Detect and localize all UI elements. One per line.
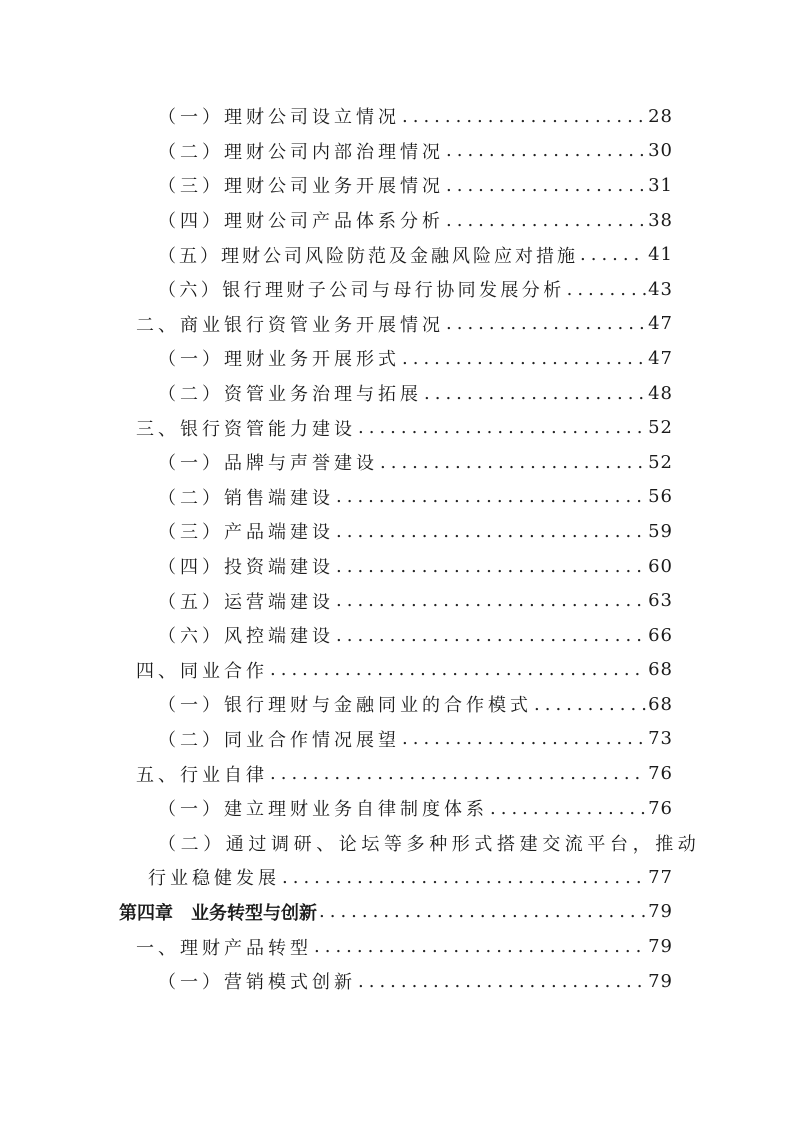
toc-leader-dots <box>402 348 646 369</box>
toc-leader-dots <box>336 521 646 542</box>
toc-entry[interactable] <box>0 480 794 515</box>
toc-page-number: 52 <box>648 417 673 439</box>
toc-page-number: 47 <box>648 347 673 369</box>
toc-leader-dots <box>319 901 646 922</box>
chapter-number: 第四章 <box>119 902 173 924</box>
toc-entry-title: 四、同业合作 <box>136 657 270 683</box>
toc-leader-dots <box>446 140 646 161</box>
toc-entry[interactable] <box>0 791 794 826</box>
toc-entry-title: （一）营销模式创新 <box>158 968 358 994</box>
toc-leader-dots <box>336 625 646 646</box>
toc-entry[interactable] <box>0 618 794 653</box>
toc-page-number: 38 <box>648 209 673 231</box>
toc-page-number: 68 <box>648 693 673 715</box>
toc-page-number: 59 <box>648 520 673 542</box>
toc-entry[interactable] <box>0 756 794 791</box>
toc-page-number: 43 <box>648 278 673 300</box>
toc-chapter-heading <box>119 899 319 925</box>
toc-entry[interactable] <box>0 341 794 376</box>
toc-entry-title: （六）银行理财子公司与母行协同发展分析 <box>158 276 567 302</box>
toc-entry-title: （三）理财公司业务开展情况 <box>158 172 446 198</box>
toc-entry[interactable] <box>0 653 794 688</box>
toc-leader-dots <box>336 556 646 577</box>
toc-leader-dots <box>534 694 646 715</box>
toc-entry-title: （四）理财公司产品体系分析 <box>158 207 446 233</box>
toc-entry-title: （五）理财公司风险防范及金融风险应对措施 <box>158 242 580 268</box>
toc-entry[interactable] <box>0 376 794 411</box>
toc-page-number: 76 <box>648 763 673 785</box>
toc-entry[interactable] <box>0 445 794 480</box>
toc-page-number: 66 <box>648 624 673 646</box>
toc-leader-dots <box>358 971 646 992</box>
toc-entry-title: （一）品牌与声誉建设 <box>158 449 380 475</box>
chapter-title: 业务转型与创新 <box>191 902 317 924</box>
toc-page-number: 30 <box>648 140 673 162</box>
toc-entry-title: 二、商业银行资管业务开展情况 <box>136 311 446 337</box>
toc-leader-dots <box>424 383 646 404</box>
toc-entry-title: 五、行业自律 <box>136 761 270 787</box>
toc-entry[interactable] <box>0 99 794 134</box>
toc-page-number: 79 <box>648 901 673 923</box>
toc-page-number: 48 <box>648 382 673 404</box>
toc-leader-dots <box>402 728 646 749</box>
toc-entry-title: （四）投资端建设 <box>158 553 336 579</box>
toc-page-number: 60 <box>648 555 673 577</box>
toc-page-number: 41 <box>648 244 673 266</box>
toc-entry-title: 一、理财产品转型 <box>136 934 314 960</box>
toc-leader-dots <box>282 867 646 888</box>
toc-entry-continuation <box>0 860 794 895</box>
toc-leader-dots <box>446 210 646 231</box>
toc-entry-multiline[interactable] <box>0 825 794 894</box>
toc-leader-dots <box>580 244 646 265</box>
toc-page-number: 52 <box>648 451 673 473</box>
toc-entry-title: （一）建立理财业务自律制度体系 <box>158 795 490 821</box>
toc-entry[interactable] <box>0 722 794 757</box>
toc-entry-title: （一）银行理财与金融同业的合作模式 <box>158 691 534 717</box>
toc-page-number: 77 <box>648 866 673 888</box>
toc-page-number: 56 <box>648 486 673 508</box>
toc-entry[interactable] <box>0 272 794 307</box>
toc-entry[interactable] <box>0 964 794 999</box>
toc-entry[interactable] <box>0 514 794 549</box>
toc-entry[interactable] <box>0 583 794 618</box>
toc-leader-dots <box>490 798 646 819</box>
toc-leader-dots <box>270 659 646 680</box>
toc-entry[interactable] <box>0 687 794 722</box>
toc-page-number: 31 <box>648 174 673 196</box>
toc-leader-dots <box>567 279 646 300</box>
toc-entry[interactable] <box>0 307 794 342</box>
toc-page-number: 73 <box>648 728 673 750</box>
toc-page-number: 79 <box>648 936 673 958</box>
toc-entry-title-line2: 行业稳健发展 <box>148 864 282 890</box>
toc-chapter-entry[interactable] <box>0 895 794 930</box>
toc-entry[interactable] <box>0 237 794 272</box>
toc-entry[interactable] <box>0 134 794 169</box>
toc-page-number: 68 <box>648 659 673 681</box>
table-of-contents <box>0 99 794 998</box>
toc-entry[interactable] <box>0 203 794 238</box>
toc-entry-title: （六）风控端建设 <box>158 622 336 648</box>
toc-entry-title-line1: （二）通过调研、论坛等多种形式搭建交流平台，推动 <box>158 833 701 855</box>
toc-page-number: 47 <box>648 313 673 335</box>
toc-leader-dots <box>336 486 646 507</box>
toc-entry-title: （五）运营端建设 <box>158 588 336 614</box>
toc-leader-dots <box>358 417 646 438</box>
toc-page-number: 63 <box>648 590 673 612</box>
toc-entry[interactable] <box>0 929 794 964</box>
toc-leader-dots <box>314 936 646 957</box>
toc-entry-title: （二）销售端建设 <box>158 484 336 510</box>
toc-entry-title: （二）理财公司内部治理情况 <box>158 138 446 164</box>
toc-leader-dots <box>446 313 646 334</box>
toc-entry-title: （一）理财业务开展形式 <box>158 345 402 371</box>
toc-page-number: 28 <box>648 105 673 127</box>
toc-leader-dots <box>380 452 646 473</box>
toc-entry-title: （三）产品端建设 <box>158 518 336 544</box>
toc-leader-dots <box>270 763 646 784</box>
toc-entry-title: （二）同业合作情况展望 <box>158 726 402 752</box>
toc-entry-title: （二）资管业务治理与拓展 <box>158 380 424 406</box>
toc-leader-dots <box>402 106 646 127</box>
toc-page-number: 79 <box>648 970 673 992</box>
toc-entry-title: （一）理财公司设立情况 <box>158 103 402 129</box>
toc-entry[interactable] <box>0 410 794 445</box>
toc-leader-dots <box>446 175 646 196</box>
toc-entry-title: 三、银行资管能力建设 <box>136 415 358 441</box>
toc-entry[interactable] <box>0 549 794 584</box>
toc-entry[interactable] <box>0 168 794 203</box>
toc-leader-dots <box>336 590 646 611</box>
toc-page-number: 76 <box>648 797 673 819</box>
